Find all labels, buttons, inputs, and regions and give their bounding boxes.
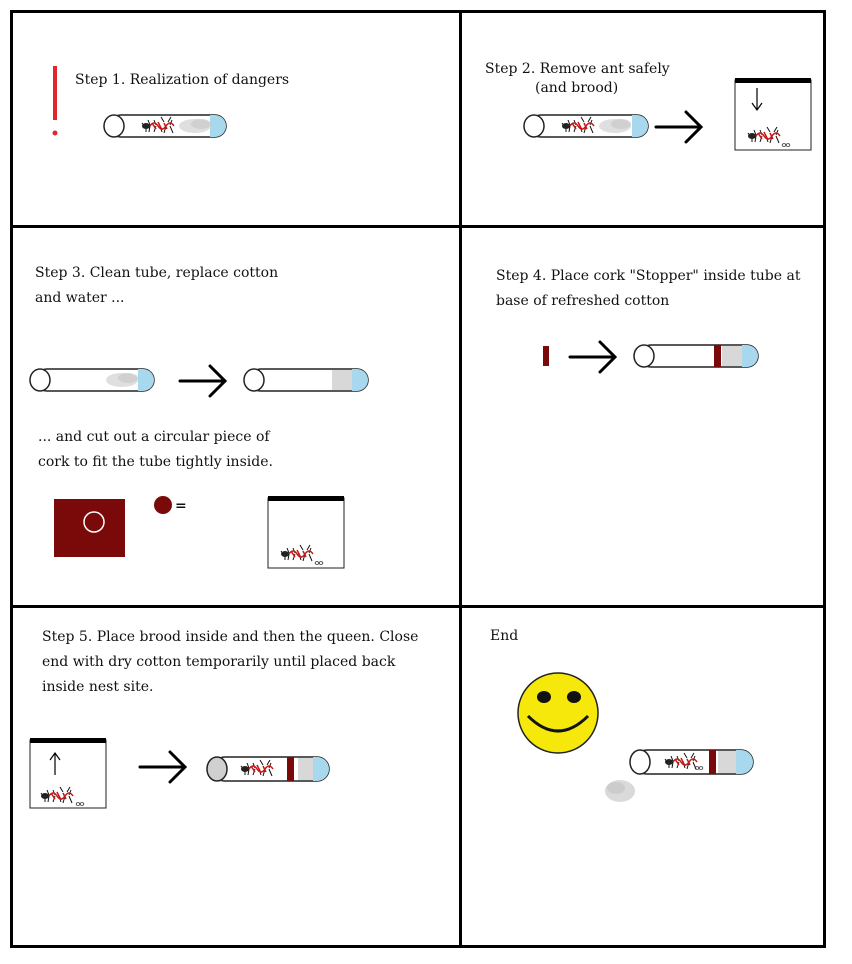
step4-text: Step 4. Place cork "Stopper" inside tube at base of refreshed cotton: [496, 268, 801, 309]
comic-grid: [10, 10, 826, 948]
grid-divider-vertical: [459, 10, 462, 948]
step2-text: Step 2. Remove ant safely: [485, 61, 670, 77]
equals-sign: =: [175, 498, 187, 514]
step2-subtext: (and brood): [535, 80, 619, 96]
end-text: End: [490, 628, 519, 644]
step1-text: Step 1. Realization of dangers: [75, 72, 290, 88]
step3-text-cork: ... and cut out a circular piece of cork to fit the tube tightly inside.: [38, 429, 273, 470]
step5-text: Step 5. Place brood inside and then the queen. Close end with dry cotton temporarily until placed back inside nest site.: [42, 629, 419, 695]
grid-divider-row1: [10, 225, 826, 228]
grid-divider-row2: [10, 605, 826, 608]
step3-text: Step 3. Clean tube, replace cotton and water ...: [35, 265, 279, 306]
